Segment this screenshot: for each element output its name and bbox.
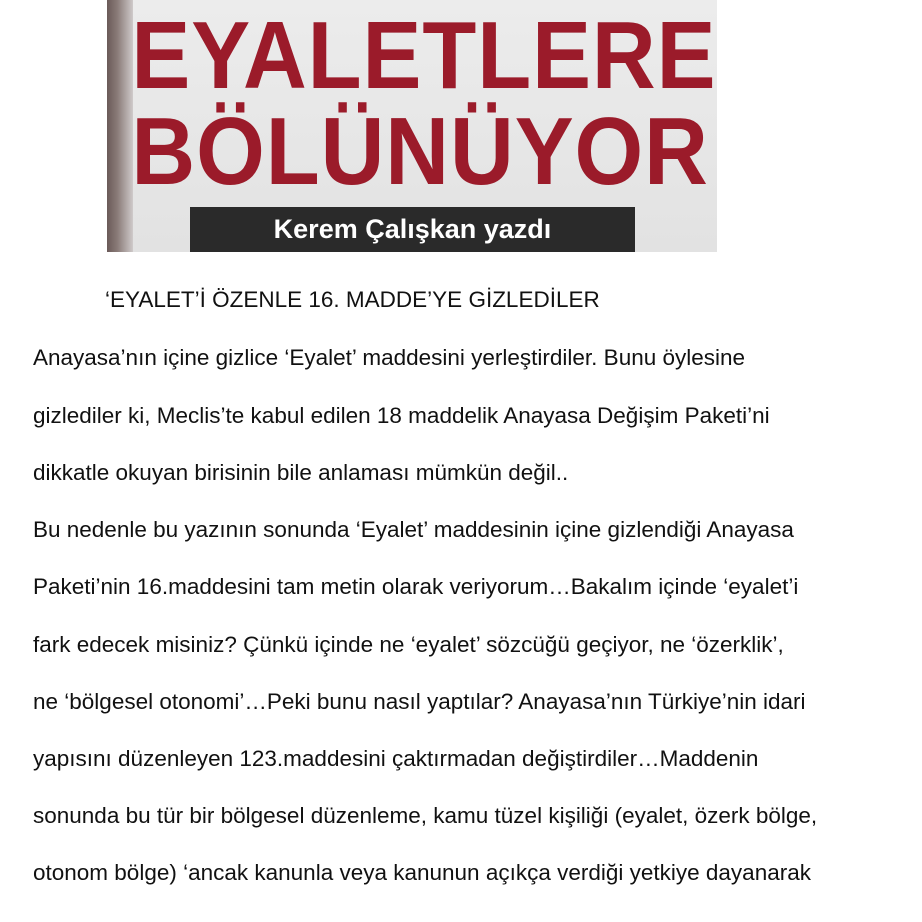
article-subheading: ‘EYALET’İ ÖZENLE 16. MADDE’YE GİZLEDİLER xyxy=(105,287,600,312)
article-line: sonunda bu tür bir bölgesel düzenleme, kamu tüzel kişiliği (eyalet, özerk bölge, xyxy=(33,803,818,828)
article-line: dikkatle okuyan birisinin bile anlaması mümkün değil.. xyxy=(33,460,569,485)
article-line: Paketi’nin 16.maddesini tam metin olarak veriyorum…Bakalım içinde ‘eyalet’i xyxy=(33,574,799,599)
banner-headline-line2: BÖLÜNÜYOR xyxy=(131,98,709,205)
article-line: yapısını düzenleyen 123.maddesini çaktırmadan değiştirdiler…Maddenin xyxy=(33,746,759,771)
article-line: Anayasa’nın içine gizlice ‘Eyalet’ maddesini yerleştirdiler. Bunu öylesine xyxy=(33,345,746,370)
banner-headline-line1: EYALETLERE xyxy=(131,2,717,109)
article-line: fark edecek misiniz? Çünkü içinde ne ‘eyalet’ sözcüğü geçiyor, ne ‘özerklik’, xyxy=(33,632,784,657)
banner-byline: Kerem Çalışkan yazdı xyxy=(190,207,635,252)
article-line: Bu nedenle bu yazının sonunda ‘Eyalet’ maddesinin içine gizlendiği Anayasa xyxy=(33,517,794,542)
article-line: gizlediler ki, Meclis’te kabul edilen 18 maddelik Anayasa Değişim Paketi’ni xyxy=(33,403,770,428)
article-line: ne ‘bölgesel otonomi’…Peki bunu nasıl yaptılar? Anayasa’nın Türkiye’nin idari xyxy=(33,689,806,714)
article-line: otonom bölge) ‘ancak kanunla veya kanunun açıkça verdiği yetkiye dayanarak xyxy=(33,860,811,885)
